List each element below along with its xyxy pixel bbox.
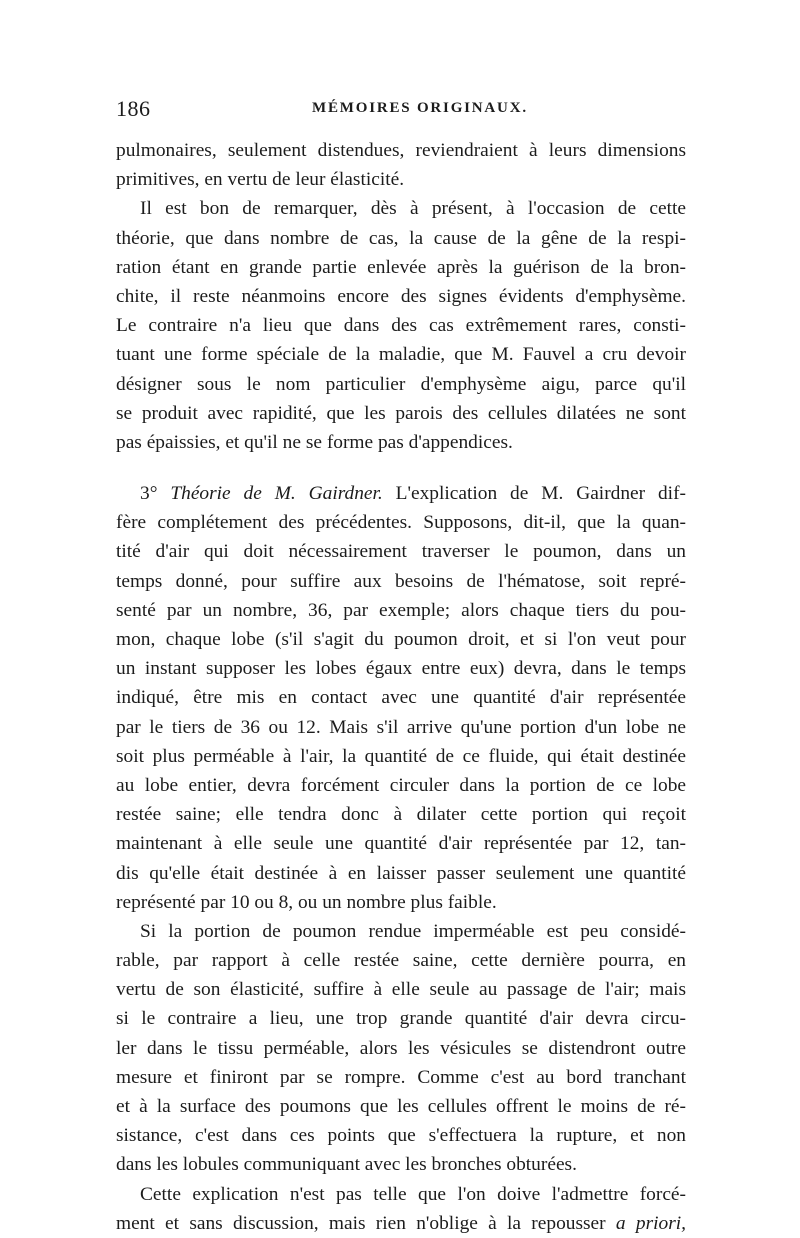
text-line: représenté par 10 ou 8, ou un nombre plus faible. xyxy=(116,891,497,913)
text-line: tuant une forme spéciale de la maladie, que M. Fauvel a cru devoir xyxy=(116,344,686,366)
text-line: pas épaissies, et qu'il ne se forme pas d'appendices. xyxy=(116,431,513,453)
body-text xyxy=(116,136,686,1238)
text-line: se produit avec rapidité, que les parois des cellules dilatées ne sont xyxy=(116,402,686,424)
running-head: MÉMOIRES ORIGINAUX. xyxy=(312,100,528,116)
text-line: théorie, que dans nombre de cas, la cause de la gêne de la respi- xyxy=(116,227,686,249)
text-line: vertu de son élasticité, suffire à elle seule au passage de l'air; mais xyxy=(116,979,686,1001)
text-line: Le contraire n'a lieu que dans des cas extrêmement rares, consti- xyxy=(116,315,686,337)
section-heading-line xyxy=(116,479,686,508)
text-line: fère complétement des précédentes. Supposons, dit-il, que la quan- xyxy=(116,512,686,534)
text-line: ler dans le tissu perméable, alors les vésicules se distendront outre xyxy=(116,1037,686,1059)
text-line: Il est bon de remarquer, dès à présent, à l'occasion de cette xyxy=(140,198,686,220)
text-line: sistance, c'est dans ces points que s'effectuera la rupture, et non xyxy=(116,1125,686,1147)
text-line: maintenant à elle seule une quantité d'air représentée par 12, tan- xyxy=(116,833,686,855)
text-line: senté par un nombre, 36, par exemple; alors chaque tiers du pou- xyxy=(116,599,686,621)
paragraph-emphysema-remark xyxy=(116,194,686,457)
paragraph-continuation xyxy=(116,136,686,194)
text-line: soit plus perméable à l'air, la quantité de ce fluide, qui était destinée xyxy=(116,745,686,767)
text-line: et à la surface des poumons que les cellules offrent le moins de ré- xyxy=(116,1096,686,1117)
text-line: pulmonaires, seulement distendues, reviendraient à leurs dimensions xyxy=(116,140,686,161)
page-number: 186 xyxy=(116,96,151,121)
text-line: restée saine; elle tendra donc à dilater cette portion qui reçoit xyxy=(116,804,686,826)
text-line: chite, il reste néanmoins encore des signes évidents d'emphysème. xyxy=(116,285,686,307)
text-line: mon, chaque lobe (s'il s'agit du poumon droit, et si l'on veut pour xyxy=(116,629,686,650)
section-number: 3° xyxy=(140,483,158,505)
final-line-text: ment et sans discussion, mais rien n'oblige à la repousser xyxy=(116,1212,606,1234)
paragraph-conclusion xyxy=(116,1180,686,1238)
text-line: dis qu'elle était destinée à en laisser passer seulement une quantité xyxy=(116,862,686,884)
text-line: ration étant en grande partie enlevée après la guérison de la bron- xyxy=(116,256,686,278)
text-line: primitives, en vertu de leur élasticité. xyxy=(116,169,405,191)
text-line: rable, par rapport à celle restée saine, cette dernière pourra, en xyxy=(116,950,686,972)
text-line: si le contraire a lieu, une trop grande quantité d'air devra circu- xyxy=(116,1008,686,1030)
text-line: indiqué, être mis en contact avec une quantité d'air représentée xyxy=(116,687,686,709)
text-line: Cette explication n'est pas telle que l'on doive l'admettre forcé- xyxy=(140,1183,686,1205)
heading-line-text: L'explication de M. Gairdner dif- xyxy=(395,483,686,505)
paragraph-gairdner-theory xyxy=(116,479,686,917)
text-line: au lobe entier, devra forcément circuler dans la portion de ce lobe xyxy=(116,774,686,796)
text-line: tité d'air qui doit nécessairement traverser le poumon, dans un xyxy=(116,541,686,563)
text-line: temps donné, pour suffire aux besoins de l'hématose, soit repré- xyxy=(116,570,686,592)
italic-phrase: a priori, xyxy=(615,1212,686,1234)
section-title: Théorie de M. Gairdner. xyxy=(170,483,383,505)
text-line: dans les lobules communiquant avec les bronches obturées. xyxy=(116,1154,577,1176)
text-line: désigner sous le nom particulier d'emphysème aigu, parce qu'il xyxy=(116,373,686,395)
text-line: par le tiers de 36 ou 12. Mais s'il arrive qu'une portion d'un lobe ne xyxy=(116,716,686,738)
text-line: Si la portion de poumon rendue imperméable est peu considé- xyxy=(140,920,686,942)
paragraph-rupture xyxy=(116,917,686,1180)
text-line: un instant supposer les lobes égaux entre eux) devra, dans le temps xyxy=(116,658,686,680)
text-line-final xyxy=(116,1209,686,1238)
text-line: mesure et finiront par se rompre. Comme c'est au bord tranchant xyxy=(116,1066,686,1088)
page-header xyxy=(116,96,686,126)
